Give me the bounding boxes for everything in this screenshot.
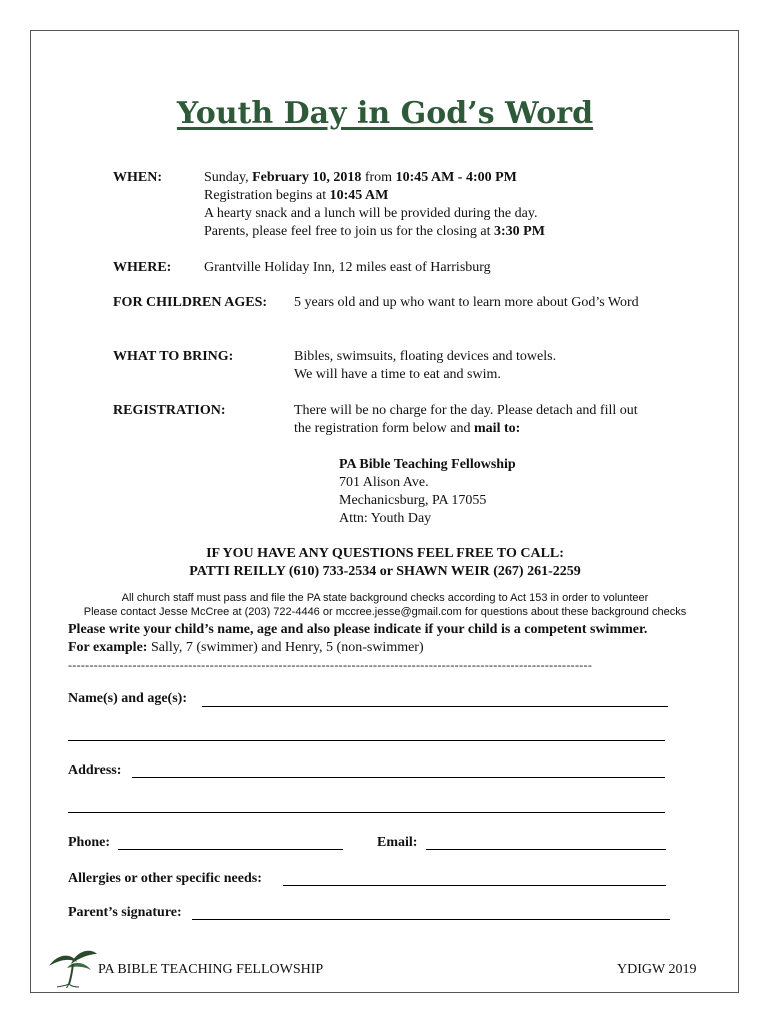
instructions-line: Please write your child’s name, age and also please indicate if your child is a competent swimmer. [68,622,648,637]
phone-field[interactable] [118,849,343,850]
footer-org-name: PA BIBLE TEACHING FELLOWSHIP [98,962,324,977]
when-snack-line: A hearty snack and a lunch will be provided during the day. [204,206,538,221]
when-closing-line: Parents, please feel free to join us for the closing at 3:30 PM [204,224,545,239]
address-field[interactable] [132,777,665,778]
mailing-address [339,456,516,528]
names-field[interactable] [202,706,668,707]
bring-details [294,348,556,384]
questions-block [0,545,770,581]
email-field[interactable] [426,849,666,850]
where-label: WHERE: [113,260,172,275]
when-details [204,169,545,241]
address-field-line-2[interactable] [68,812,665,813]
tree-seedling-icon [47,946,99,988]
questions-contacts: PATTI REILLY (610) 733-2534 or SHAWN WEIR (267) 261-2259 [189,564,581,579]
mail-attn: Attn: Youth Day [339,511,432,526]
staff-note [0,591,770,619]
staff-note-line-1: All church staff must pass and file the PA state background checks according to Act 153 in order to volunteer [121,592,649,604]
staff-note-line-2: Please contact Jesse McCree at (203) 722-4446 or mccree.jesse@gmail.com for questions about these background checks [83,606,687,618]
email-label: Email: [377,835,418,850]
when-date-line: Sunday, February 10, 2018 from 10:45 AM - 4:00 PM [204,170,517,185]
allergies-field[interactable] [283,885,666,886]
names-field-line-2[interactable] [68,740,665,741]
bring-line-2: We will have a time to eat and swim. [294,367,501,382]
signature-field[interactable] [192,919,670,920]
when-label: WHEN: [113,170,162,185]
mail-city: Mechanicsburg, PA 17055 [339,493,487,508]
registration-label: REGISTRATION: [113,403,226,418]
bring-label: WHAT TO BRING: [113,349,234,364]
ages-label: FOR CHILDREN AGES: [113,295,268,310]
mail-org: PA Bible Teaching Fellowship [339,457,516,472]
questions-line-1: IF YOU HAVE ANY QUESTIONS FEEL FREE TO CALL: [206,546,564,561]
names-label: Name(s) and age(s): [68,691,187,706]
mail-street: 701 Alison Ave. [339,475,429,490]
registration-line-1: There will be no charge for the day. Please detach and fill out [294,403,638,418]
phone-label: Phone: [68,835,110,850]
cut-divider: -------------------------------------------------------------------------------------------------------------------------- [68,658,593,672]
registration-details [294,402,638,438]
ages-value: 5 years old and up who want to learn more about God’s Word [294,295,639,310]
example-line: For example: Sally, 7 (swimmer) and Henry, 5 (non-swimmer) [68,640,424,655]
where-value: Grantville Holiday Inn, 12 miles east of Harrisburg [204,260,491,275]
footer-doc-code: YDIGW 2019 [617,962,697,977]
allergies-label: Allergies or other specific needs: [68,871,262,886]
bring-line-1: Bibles, swimsuits, floating devices and towels. [294,349,557,364]
address-label: Address: [68,763,122,778]
when-registration-line: Registration begins at 10:45 AM [204,188,389,203]
page-title: Youth Day in God’s Word [176,96,594,131]
registration-line-2: the registration form below and mail to: [294,421,521,436]
signature-label: Parent’s signature: [68,905,182,920]
